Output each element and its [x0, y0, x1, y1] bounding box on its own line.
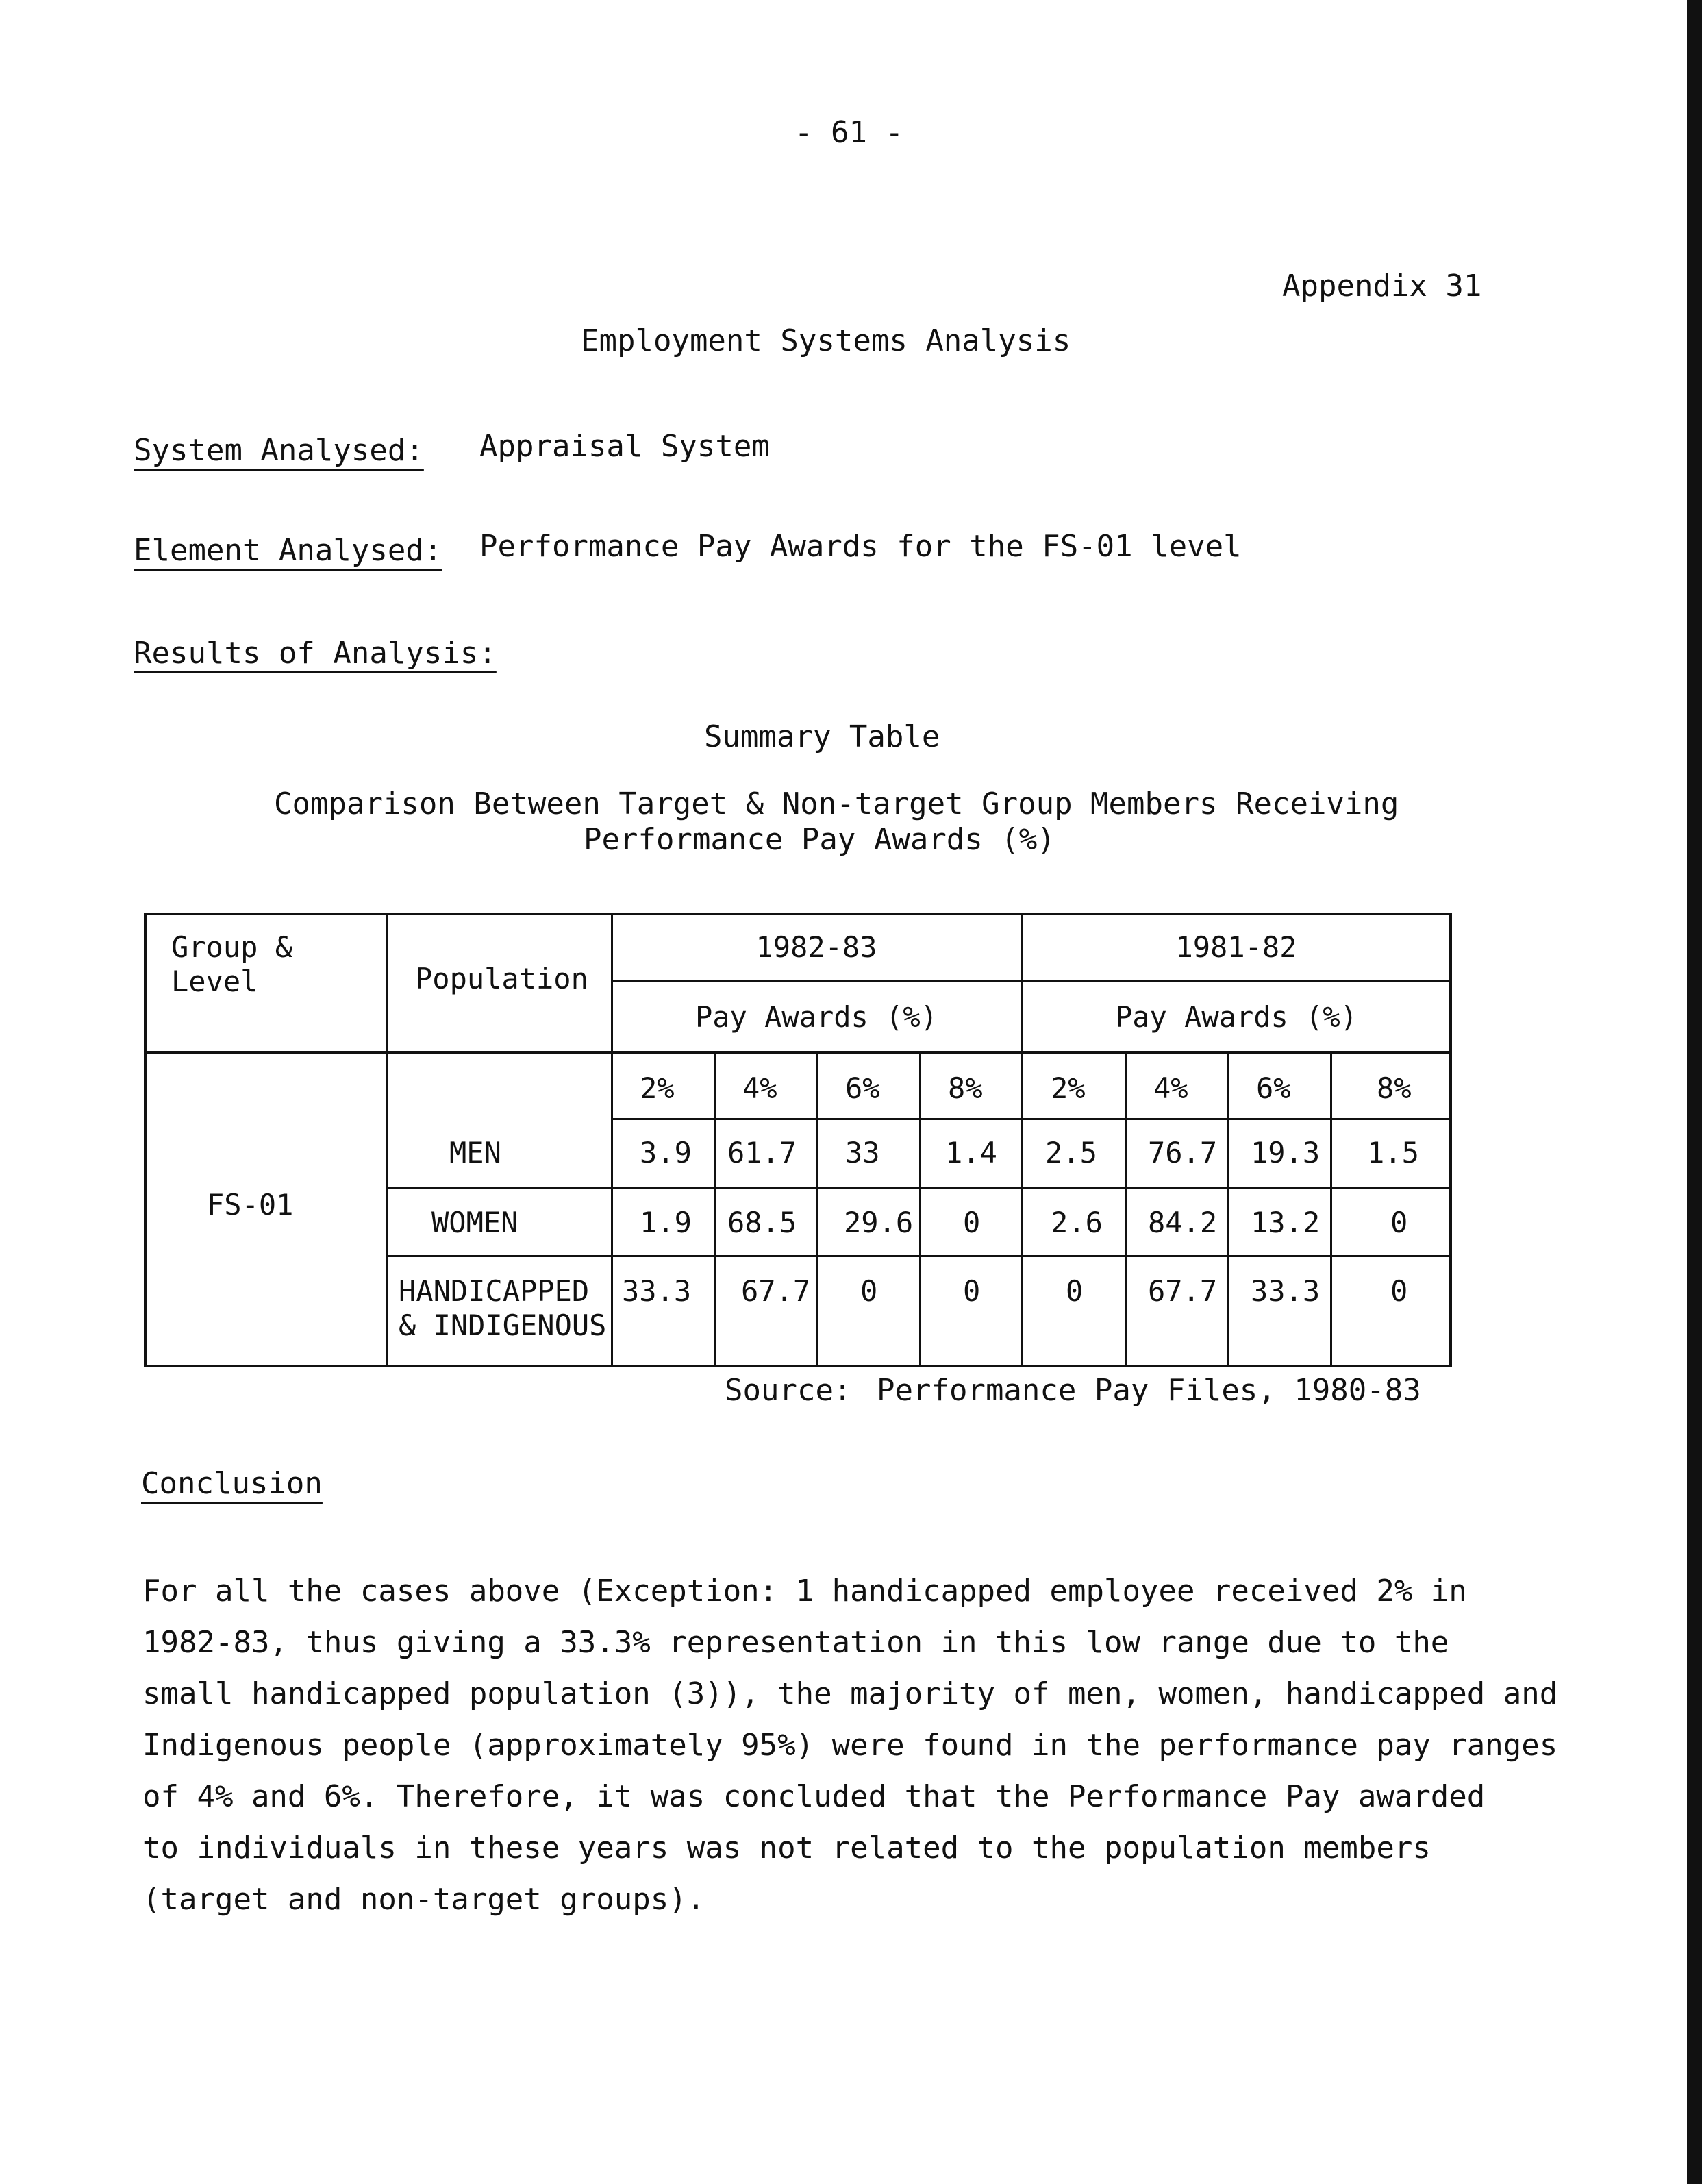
women-1981-82-4pct: 84.2	[1148, 1206, 1218, 1239]
women-1981-82-2pct: 2.6	[1051, 1206, 1103, 1239]
source-label: Source:	[725, 1373, 852, 1408]
population-handicapped-line-1: HANDICAPPED	[399, 1274, 590, 1308]
table-border-bottom	[144, 1365, 1452, 1367]
table-rule-year	[612, 980, 1452, 982]
conclusion-line-6: to individuals in these years was not related to the population members	[142, 1831, 1431, 1865]
hi-1982-83-4pct: 67.7	[741, 1274, 811, 1308]
table-rule-col-b3	[1227, 1051, 1229, 1367]
conclusion-paragraph	[142, 1565, 1558, 1925]
summary-table	[144, 913, 1452, 1367]
header-population: Population	[415, 962, 588, 995]
hi-1981-82-8pct: 0	[1390, 1274, 1408, 1308]
women-1982-83-2pct: 1.9	[640, 1206, 692, 1239]
men-1981-82-4pct: 76.7	[1148, 1136, 1218, 1169]
conclusion-heading: Conclusion	[141, 1466, 323, 1501]
table-rule-col-a3	[816, 1051, 818, 1367]
men-1982-83-6pct: 33	[845, 1136, 880, 1169]
level-8-1981-82: 8%	[1377, 1071, 1412, 1105]
men-1981-82-8pct: 1.5	[1367, 1136, 1419, 1169]
hi-1981-82-6pct: 33.3	[1251, 1274, 1321, 1308]
hi-1982-83-8pct: 0	[963, 1274, 981, 1308]
table-rule-col-a4	[919, 1051, 921, 1367]
population-women: WOMEN	[431, 1206, 518, 1239]
element-analysed-value: Performance Pay Awards for the FS-01 level	[479, 529, 1242, 564]
table-rule-col-group	[386, 913, 388, 1367]
population-indigenous-line-2: & INDIGENOUS	[399, 1308, 607, 1342]
document-title: Employment Systems Analysis	[581, 323, 1071, 358]
header-year-1982-83: 1982-83	[755, 930, 877, 964]
hi-1982-83-2pct: 33.3	[622, 1274, 692, 1308]
table-subtitle-line-1: Comparison Between Target & Non-target Group Members Receiving	[274, 786, 1399, 821]
header-group-line-1: Group &	[171, 930, 293, 964]
table-title: Summary Table	[704, 719, 940, 754]
level-4-1981-82: 4%	[1153, 1071, 1188, 1105]
table-rule-header	[144, 1051, 1452, 1054]
results-label: Results of Analysis:	[134, 636, 497, 671]
population-men: MEN	[449, 1136, 501, 1169]
hi-1981-82-4pct: 67.7	[1148, 1274, 1218, 1308]
header-pay-awards-1981-82: Pay Awards (%)	[1114, 1000, 1357, 1034]
table-rule-col-a2	[714, 1051, 716, 1367]
level-8-1982-83: 8%	[948, 1071, 983, 1105]
men-1982-83-2pct: 3.9	[640, 1136, 692, 1169]
system-analysed-label: System Analysed:	[134, 433, 424, 468]
table-rule-col-b2	[1125, 1051, 1127, 1367]
source-value: Performance Pay Files, 1980-83	[877, 1373, 1421, 1408]
conclusion-line-2: 1982-83, thus giving a 33.3% representation in this low range due to the	[142, 1625, 1449, 1660]
element-analysed-label: Element Analysed:	[134, 533, 442, 568]
page-number: - 61 -	[794, 115, 903, 150]
table-border-top	[144, 913, 1452, 915]
women-1982-83-8pct: 0	[963, 1206, 981, 1239]
table-subtitle-line-2: Performance Pay Awards (%)	[584, 822, 1055, 857]
header-level-line-2: Level	[171, 965, 258, 998]
men-1981-82-2pct: 2.5	[1045, 1136, 1097, 1169]
table-rule-col-year	[1021, 913, 1023, 1367]
conclusion-line-5: of 4% and 6%. Therefore, it was concluded that the Performance Pay awarded	[142, 1779, 1486, 1814]
appendix-label: Appendix 31	[1282, 269, 1482, 303]
table-rule-levels	[612, 1118, 1452, 1120]
women-1981-82-6pct: 13.2	[1251, 1206, 1321, 1239]
conclusion-line-4: Indigenous people (approximately 95%) were found in the performance pay ranges	[142, 1728, 1558, 1763]
men-1982-83-8pct: 1.4	[945, 1136, 997, 1169]
conclusion-line-3: small handicapped population (3)), the majority of men, women, handicapped and	[142, 1676, 1558, 1711]
level-4-1982-83: 4%	[742, 1071, 777, 1105]
group-fs-01: FS-01	[207, 1188, 294, 1221]
table-rule-col-b4	[1330, 1051, 1332, 1367]
conclusion-line-7: (target and non-target groups).	[142, 1882, 705, 1917]
header-year-1981-82: 1981-82	[1175, 930, 1297, 964]
conclusion-line-1: For all the cases above (Exception: 1 handicapped employee received 2% in	[142, 1574, 1467, 1609]
level-2-1982-83: 2%	[640, 1071, 675, 1105]
system-analysed-value: Appraisal System	[479, 429, 770, 464]
men-1982-83-4pct: 61.7	[727, 1136, 797, 1169]
women-1982-83-6pct: 29.6	[844, 1206, 914, 1239]
women-1981-82-8pct: 0	[1390, 1206, 1408, 1239]
level-6-1981-82: 6%	[1256, 1071, 1291, 1105]
hi-1981-82-2pct: 0	[1066, 1274, 1084, 1308]
hi-1982-83-6pct: 0	[860, 1274, 878, 1308]
level-6-1982-83: 6%	[845, 1071, 880, 1105]
header-pay-awards-1982-83: Pay Awards (%)	[694, 1000, 938, 1034]
table-border-right	[1449, 913, 1452, 1367]
men-1981-82-6pct: 19.3	[1251, 1136, 1321, 1169]
scan-edge-bar	[1687, 0, 1702, 2184]
level-2-1981-82: 2%	[1051, 1071, 1086, 1105]
women-1982-83-4pct: 68.5	[727, 1206, 797, 1239]
table-rule-col-population	[611, 913, 613, 1367]
table-border-left	[144, 913, 147, 1367]
